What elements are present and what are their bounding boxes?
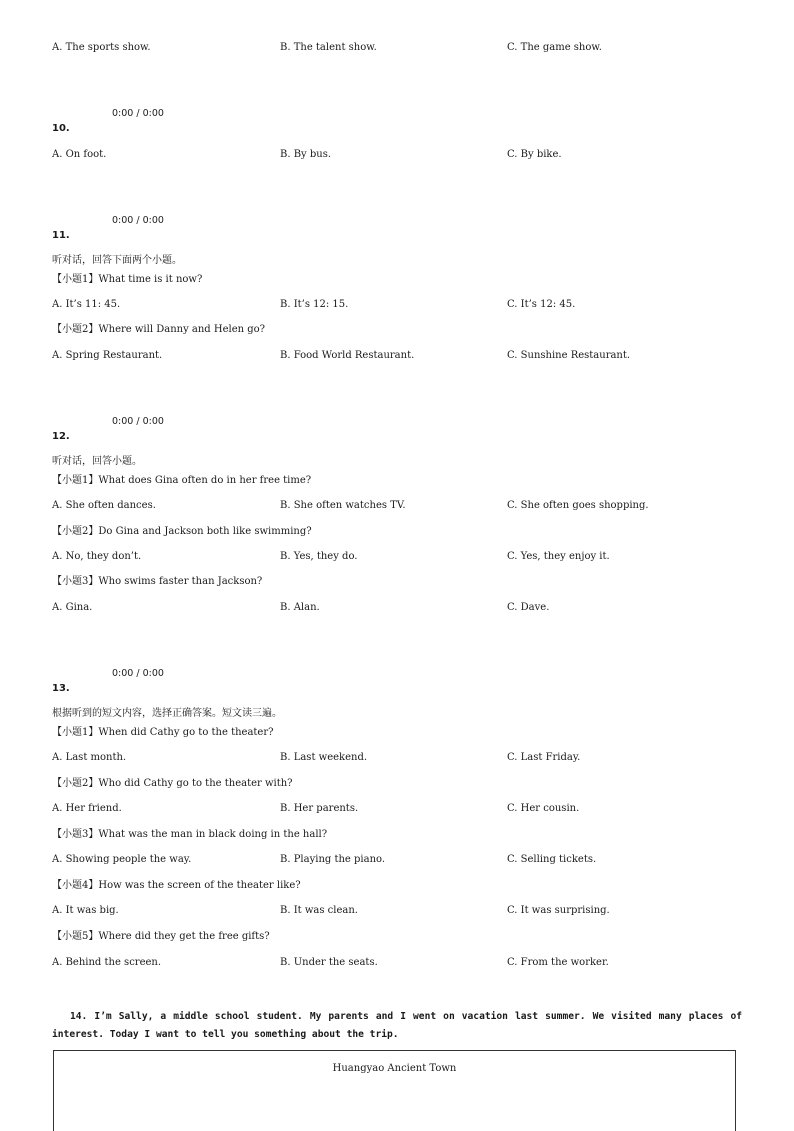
q11-sub2-option-a: A. Spring Restaurant. xyxy=(52,350,163,361)
q12-sub1-option-c: C. She often goes shopping. xyxy=(507,500,649,511)
q12-sub2-options xyxy=(52,550,742,564)
q12-number: 12. xyxy=(52,431,70,442)
q11-number: 11. xyxy=(52,230,70,241)
q12-sub2-option-b: B. Yes, they do. xyxy=(280,551,358,562)
q14-table xyxy=(53,1050,736,1131)
q9-options xyxy=(52,41,742,55)
q9-option-a: A. The sports show. xyxy=(52,42,151,53)
q12-sub3-option-c: C. Dave. xyxy=(507,602,550,613)
q13-sub4-option-c: C. It was surprising. xyxy=(507,905,610,916)
q10-audio-player[interactable]: 0:00 / 0:00 xyxy=(112,108,164,119)
q13-sub3-option-b: B. Playing the piano. xyxy=(280,854,386,865)
q12-sub1-option-b: B. She often watches TV. xyxy=(280,500,406,511)
q11-sub1-option-c: C. It’s 12: 45. xyxy=(507,299,576,310)
q11-sub1-question: 【小题1】What time is it now? xyxy=(52,274,203,285)
q12-sub2-question: 【小题2】Do Gina and Jackson both like swimming? xyxy=(52,526,312,537)
q10-option-c: C. By bike. xyxy=(507,149,562,160)
q12-sub1-option-a: A. She often dances. xyxy=(52,500,156,511)
q13-sub5-question: 【小题5】Where did they get the free gifts? xyxy=(52,931,270,942)
q13-number: 13. xyxy=(52,683,70,694)
q12-sub2-option-c: C. Yes, they enjoy it. xyxy=(507,551,610,562)
q13-sub2-option-c: C. Her cousin. xyxy=(507,803,580,814)
q12-sub3-question: 【小题3】Who swims faster than Jackson? xyxy=(52,576,263,587)
q12-instruction: 听对话，回答小题。 xyxy=(52,456,142,467)
q13-instruction: 根据听到的短文内容，选择正确答案。短文读三遍。 xyxy=(52,708,282,719)
q13-audio-player[interactable]: 0:00 / 0:00 xyxy=(112,668,164,679)
q11-sub1-option-a: A. It’s 11: 45. xyxy=(52,299,121,310)
q13-sub4-option-a: A. It was big. xyxy=(52,905,119,916)
q13-sub5-option-c: C. From the worker. xyxy=(507,957,609,968)
q12-sub3-option-b: B. Alan. xyxy=(280,602,320,613)
q11-sub1-option-b: B. It’s 12: 15. xyxy=(280,299,349,310)
q9-option-c: C. The game show. xyxy=(507,42,602,53)
q11-audio-player[interactable]: 0:00 / 0:00 xyxy=(112,215,164,226)
q12-sub2-option-a: A. No, they don’t. xyxy=(52,551,142,562)
q9-option-b: B. The talent show. xyxy=(280,42,377,53)
q13-sub3-options xyxy=(52,853,742,867)
q13-sub3-question: 【小题3】What was the man in black doing in the hall? xyxy=(52,829,328,840)
q11-sub2-option-b: B. Food World Restaurant. xyxy=(280,350,415,361)
q14-table-title: Huangyao Ancient Town xyxy=(332,1063,457,1074)
q13-sub2-options xyxy=(52,802,742,816)
q13-sub4-option-b: B. It was clean. xyxy=(280,905,358,916)
q13-sub4-question: 【小题4】How was the screen of the theater like? xyxy=(52,880,301,891)
q13-sub2-question: 【小题2】Who did Cathy go to the theater with? xyxy=(52,778,293,789)
q10-number: 10. xyxy=(52,123,70,134)
q13-sub5-option-a: A. Behind the screen. xyxy=(52,957,162,968)
q13-sub3-option-c: C. Selling tickets. xyxy=(507,854,597,865)
q12-sub1-options xyxy=(52,499,742,513)
q13-sub4-options xyxy=(52,904,742,918)
q11-sub2-question: 【小题2】Where will Danny and Helen go? xyxy=(52,324,266,335)
q11-sub1-options xyxy=(52,298,742,312)
q12-sub3-options xyxy=(52,601,742,615)
q13-sub5-options xyxy=(52,956,742,970)
q13-sub1-options xyxy=(52,751,742,765)
q11-instruction: 听对话，回答下面两个小题。 xyxy=(52,255,182,266)
q13-sub2-option-b: B. Her parents. xyxy=(280,803,359,814)
q10-option-b: B. By bus. xyxy=(280,149,332,160)
q13-sub1-option-b: B. Last weekend. xyxy=(280,752,368,763)
q12-sub1-question: 【小题1】What does Gina often do in her free time? xyxy=(52,475,312,486)
q13-sub2-option-a: A. Her friend. xyxy=(52,803,122,814)
q13-sub1-question: 【小题1】When did Cathy go to the theater? xyxy=(52,727,274,738)
q10-option-a: A. On foot. xyxy=(52,149,107,160)
q14-passage: 14. I’m Sally, a middle school student. My parents and I went on vacation last summer. We visited many places of interest. Today I want to tell you something about the trip. xyxy=(52,1011,742,1040)
q12-audio-player[interactable]: 0:00 / 0:00 xyxy=(112,416,164,427)
q11-sub2-options xyxy=(52,349,742,363)
q13-sub1-option-a: A. Last month. xyxy=(52,752,127,763)
q13-sub3-option-a: A. Showing people the way. xyxy=(52,854,192,865)
q13-sub1-option-c: C. Last Friday. xyxy=(507,752,581,763)
q10-options xyxy=(52,148,742,162)
q11-sub2-option-c: C. Sunshine Restaurant. xyxy=(507,350,631,361)
q13-sub5-option-b: B. Under the seats. xyxy=(280,957,378,968)
q12-sub3-option-a: A. Gina. xyxy=(52,602,93,613)
